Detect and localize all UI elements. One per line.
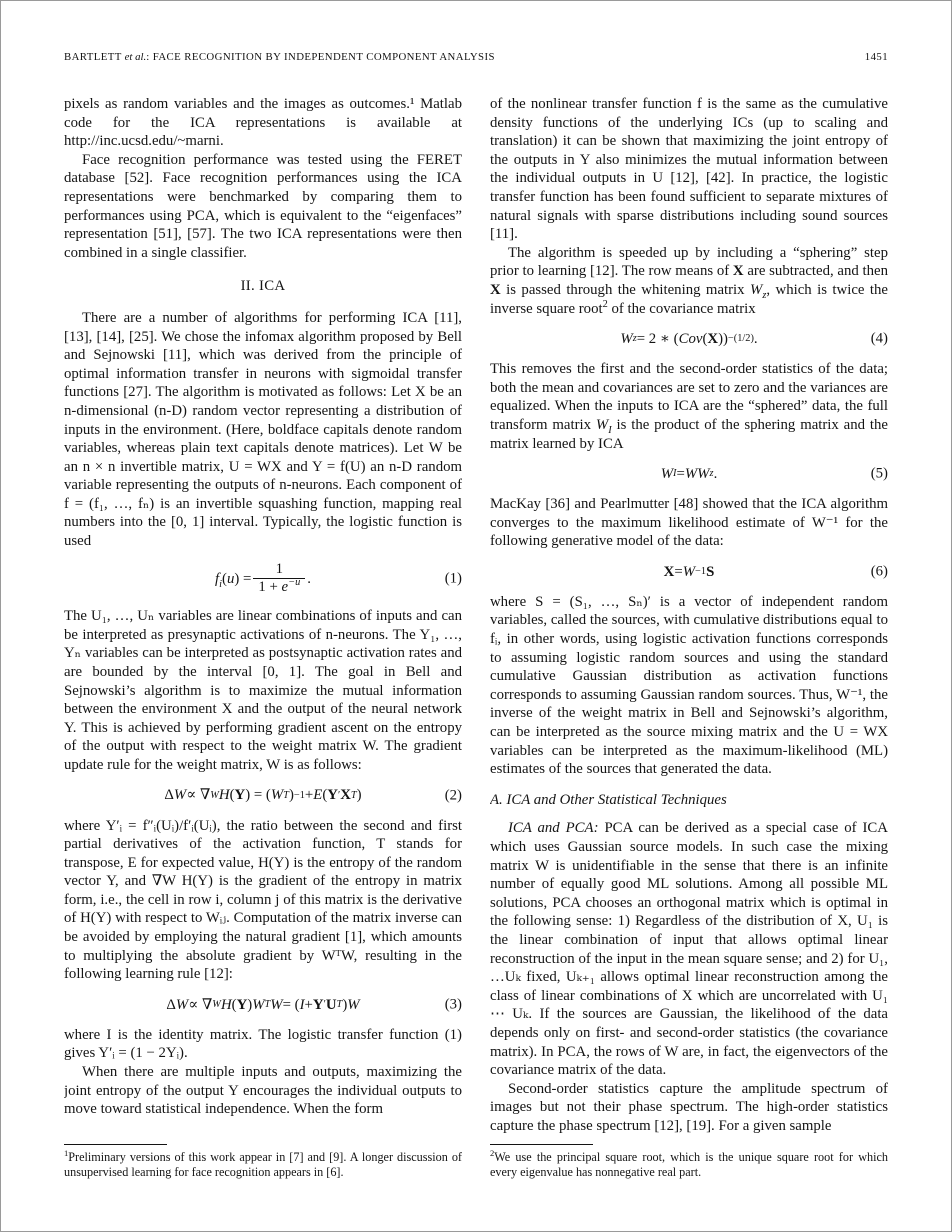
equation-4 xyxy=(490,328,888,350)
paragraph-sphering-step: The algorithm is speeded up by including a “sphering” step prior to learning [12]. The row means of X are subtracted, and then X is passed through the whitening matrix $W_z$, which is twice the inverse square root$^2$ of the covariance matrix xyxy=(490,244,888,317)
footnote-text xyxy=(64,1150,462,1180)
footnote-marker: 1 xyxy=(64,1148,69,1159)
fraction xyxy=(253,561,305,598)
paragraph-lead-italic: ICA and PCA: xyxy=(508,820,599,837)
paragraph-ica-and-pca xyxy=(490,819,888,1079)
subsection-heading-ica-statistical: A. ICA and Other Statistical Techniques xyxy=(490,791,727,808)
running-title xyxy=(64,51,495,63)
paragraph-removes-statistics: This removes the first and the second-order statistics of the data; both the mean and covariances are set to zero and the variances are equalized. When the inputs to ICA are the “sphered” data, the full transform matrix $W_I$ is the product of the sphering matrix and the matrix learned by ICA xyxy=(490,361,888,452)
paragraph-infomax-intro: There are a number of algorithms for performing ICA [11], [13], [14], [25]. We chose the infomax algorithm proposed by Bell and Sejnowski [11], which was derived from the principle of optimal information transfer in neurons with sigmoidal transfer functions [27]. The algorithm is motivated as follows: Let X be an n-dimensional (n-D) random vector representing a distribution of inputs in the environment. (Here, boldface capitals denote random variables, whereas plain text capitals denote matrices). Let W be an n × n invertible matrix, U = WX and Y = f(U) an n-D random variable representing the outputs of n-neurons. Each component of f = (f₁, …, fₙ) is an invertible squashing function, mapping real numbers into the [0, 1] interval. Typically, the logistic function is used xyxy=(64,309,462,550)
equation-1-tail: . xyxy=(307,570,311,587)
page-number: 1451 xyxy=(864,51,888,63)
equation-3-body: Δ W ∝ ∇ W H ( Y ) W T W = ( I + Y ′ U T ) W xyxy=(166,996,360,1013)
equation-6 xyxy=(490,561,888,583)
two-column-body xyxy=(64,95,888,1180)
running-title-etal: et al. xyxy=(124,51,147,63)
paragraph-sources-vector: where S = (S₁, …, Sₙ)′ is a vector of independent random variables, called the sources, with cumulative distributions equal to fᵢ, in other words, using logistic activation functions corresponds to assuming logistic random sources and using the standard cumulative Gaussian distribution as activation functions corresponds to assuming Gaussian random sources. Thus, W⁻¹, the inverse of the weight matrix in Bell and Sejnowski’s algorithm, can be interpreted as the source mixing matrix and the U = WX variables can be interpreted as the maximum-likelihood (ML) estimates of the sources that generated the data. xyxy=(490,593,888,778)
paragraph-text: PCA can be derived as a special case of ICA which uses Gaussian source models. In such case the mixing matrix W is unidentifiable in the sense that there is an infinite number of equally good ML solutions. Among all possible ML solutions, PCA chooses an orthogonal matrix which is optimal in the following sense: 1) Regardless of the distribution of X, U₁ is the linear combination of input that allows optimal linear reconstruction of the input in the mean square sense; and 2) for U₁, …Uₖ fixed, Uₖ₊₁ allows optimal linear reconstruction among the class of linear combinations of X which are uncorrelated with U₁ ⋯ Uₖ. If the sources are Gaussian, the likelihood of the data depends only on first- and second-order statistics (the covariance matrix). In PCA, the rows of W are, in fact, the eigenvectors of the covariance matrix of the data. xyxy=(490,820,888,1079)
equation-6-body: X = W −1 S xyxy=(663,563,715,580)
footnote-rule xyxy=(64,1144,167,1145)
paragraph-mackay-pearlmutter: MacKay [36] and Pearlmutter [48] showed that the ICA algorithm converges to the maximum likelihood estimate of W⁻¹ for the following generative model of the data: xyxy=(490,496,888,550)
equation-1-lhs: $f_i(u)$ = xyxy=(215,570,252,590)
equation-2-body: Δ W ∝ ∇ W H ( Y ) = ( W T ) −1 + E ( Y ′ X T ) xyxy=(164,787,362,804)
equation-1 xyxy=(64,561,462,598)
right-column xyxy=(490,95,888,1180)
footnote-text xyxy=(490,1150,888,1180)
equation-number: (6) xyxy=(870,563,888,580)
equation-number: (5) xyxy=(870,465,888,482)
footnote-marker: 2 xyxy=(490,1148,495,1159)
footnote-1 xyxy=(64,1144,462,1180)
equation-2 xyxy=(64,785,462,807)
paragraph-nonlinear-transfer: of the nonlinear transfer function f is the same as the cumulative density functions of the underlying ICs (up to scaling and translation) it can be shown that maximizing the joint entropy of the outputs in Y also minimizes the mutual information between the individual outputs in U [12], [42]. In practice, the logistic transfer function has been found sufficient to separate mixtures of natural signals with sparse distributions including sound sources [11]. xyxy=(490,96,888,243)
paragraph-identity-matrix: where I is the identity matrix. The logistic transfer function (1) gives Y′ᵢ = (1 − 2Yᵢ). xyxy=(64,1026,462,1062)
paragraph-variables-interpretation: The U₁, …, Uₙ variables are linear combinations of inputs and can be interpreted as presynaptic activations of n-neurons. The Y₁, …, Yₙ variables can be interpreted as postsynaptic activation rates and are bounded by the interval [0, 1]. The goal in Bell and Sejnowski’s algorithm is to maximize the mutual information between the environment X and the output of the neural network Y. This is achieved by performing gradient ascent on the entropy of the output with respect to the weight matrix W. The gradient update rule for the weight matrix, W is as follows: xyxy=(64,608,462,773)
equation-number: (4) xyxy=(870,330,888,347)
running-title-author: BARTLETT xyxy=(64,51,125,63)
paragraph-second-order-statistics: Second-order statistics capture the amplitude spectrum of images but not their phase spectrum. The high-order statistics capture the phase spectrum [12], [19]. For a given sample xyxy=(490,1080,888,1134)
running-header xyxy=(64,51,888,63)
footnote-rule xyxy=(490,1144,593,1145)
running-title-rest: : FACE RECOGNITION BY INDEPENDENT COMPONENT ANALYSIS xyxy=(146,51,495,63)
paragraph-pixels-outcomes xyxy=(64,95,462,151)
paragraph-text: . xyxy=(219,133,224,150)
equation-number: (3) xyxy=(444,996,462,1013)
left-column xyxy=(64,95,462,1180)
paragraph-feret-benchmark: Face recognition performance was tested using the FERET database [52]. Face recognition performances using the ICA representations were benchmarked by comparing them to performances using PCA, which is equivalent to the “eigenfaces” representation [51], [57]. The two ICA representations were then combined in a single classifier. xyxy=(64,151,462,261)
footnote-body: We use the principal square root, which is the unique square root for which every eigenvalue has nonnegative real part. xyxy=(490,1150,888,1180)
section-heading-ica: II. ICA xyxy=(240,278,286,295)
fraction-denominator: $1 + e^{-u}$ xyxy=(253,578,305,597)
footnote-body: Preliminary versions of this work appear in [7] and [9]. A longer discussion of unsupervised learning for face recognition appears in [6]. xyxy=(64,1150,462,1180)
equation-number: (2) xyxy=(444,787,462,804)
equation-4-body: W z = 2 ∗ ( Cov ( X )) −(1/2) . xyxy=(620,330,758,347)
equation-number: (1) xyxy=(444,570,462,587)
footnote-2 xyxy=(490,1144,888,1180)
equation-5-body: W I = WW z . xyxy=(660,465,718,482)
fraction-numerator: 1 xyxy=(275,560,284,577)
marni-url-link[interactable]: http://inc.ucsd.edu/~marni xyxy=(64,133,220,150)
paragraph-text: pixels as random variables and the images as outcomes.¹ Matlab code for the ICA representations is available at xyxy=(64,96,462,131)
equation-1-body xyxy=(215,561,311,598)
equation-5 xyxy=(490,463,888,485)
paragraph-gradient-explanation: where Y′ᵢ = f″ᵢ(Uᵢ)/f′ᵢ(Uᵢ), the ratio between the second and first partial derivatives of the activation function, T stands for transpose, E for expected value, H(Y) is the entropy of the random vector Y, and ∇W H(Y) is the gradient of the entropy in matrix form, i.e., the cell in row i, column j of this matrix is the derivative of H(Y) with respect to Wᵢⱼ. Computation of the matrix inverse can be avoided by employing the natural gradient [1], which amounts to multiplying the absolute gradient by WᵀW, resulting in the following learning rule [12]: xyxy=(64,817,462,983)
paragraph-joint-entropy: When there are multiple inputs and outputs, maximizing the joint entropy of the output Y encourages the individual outputs to move toward statistical independence. When the form xyxy=(64,1064,462,1118)
equation-3 xyxy=(64,994,462,1016)
